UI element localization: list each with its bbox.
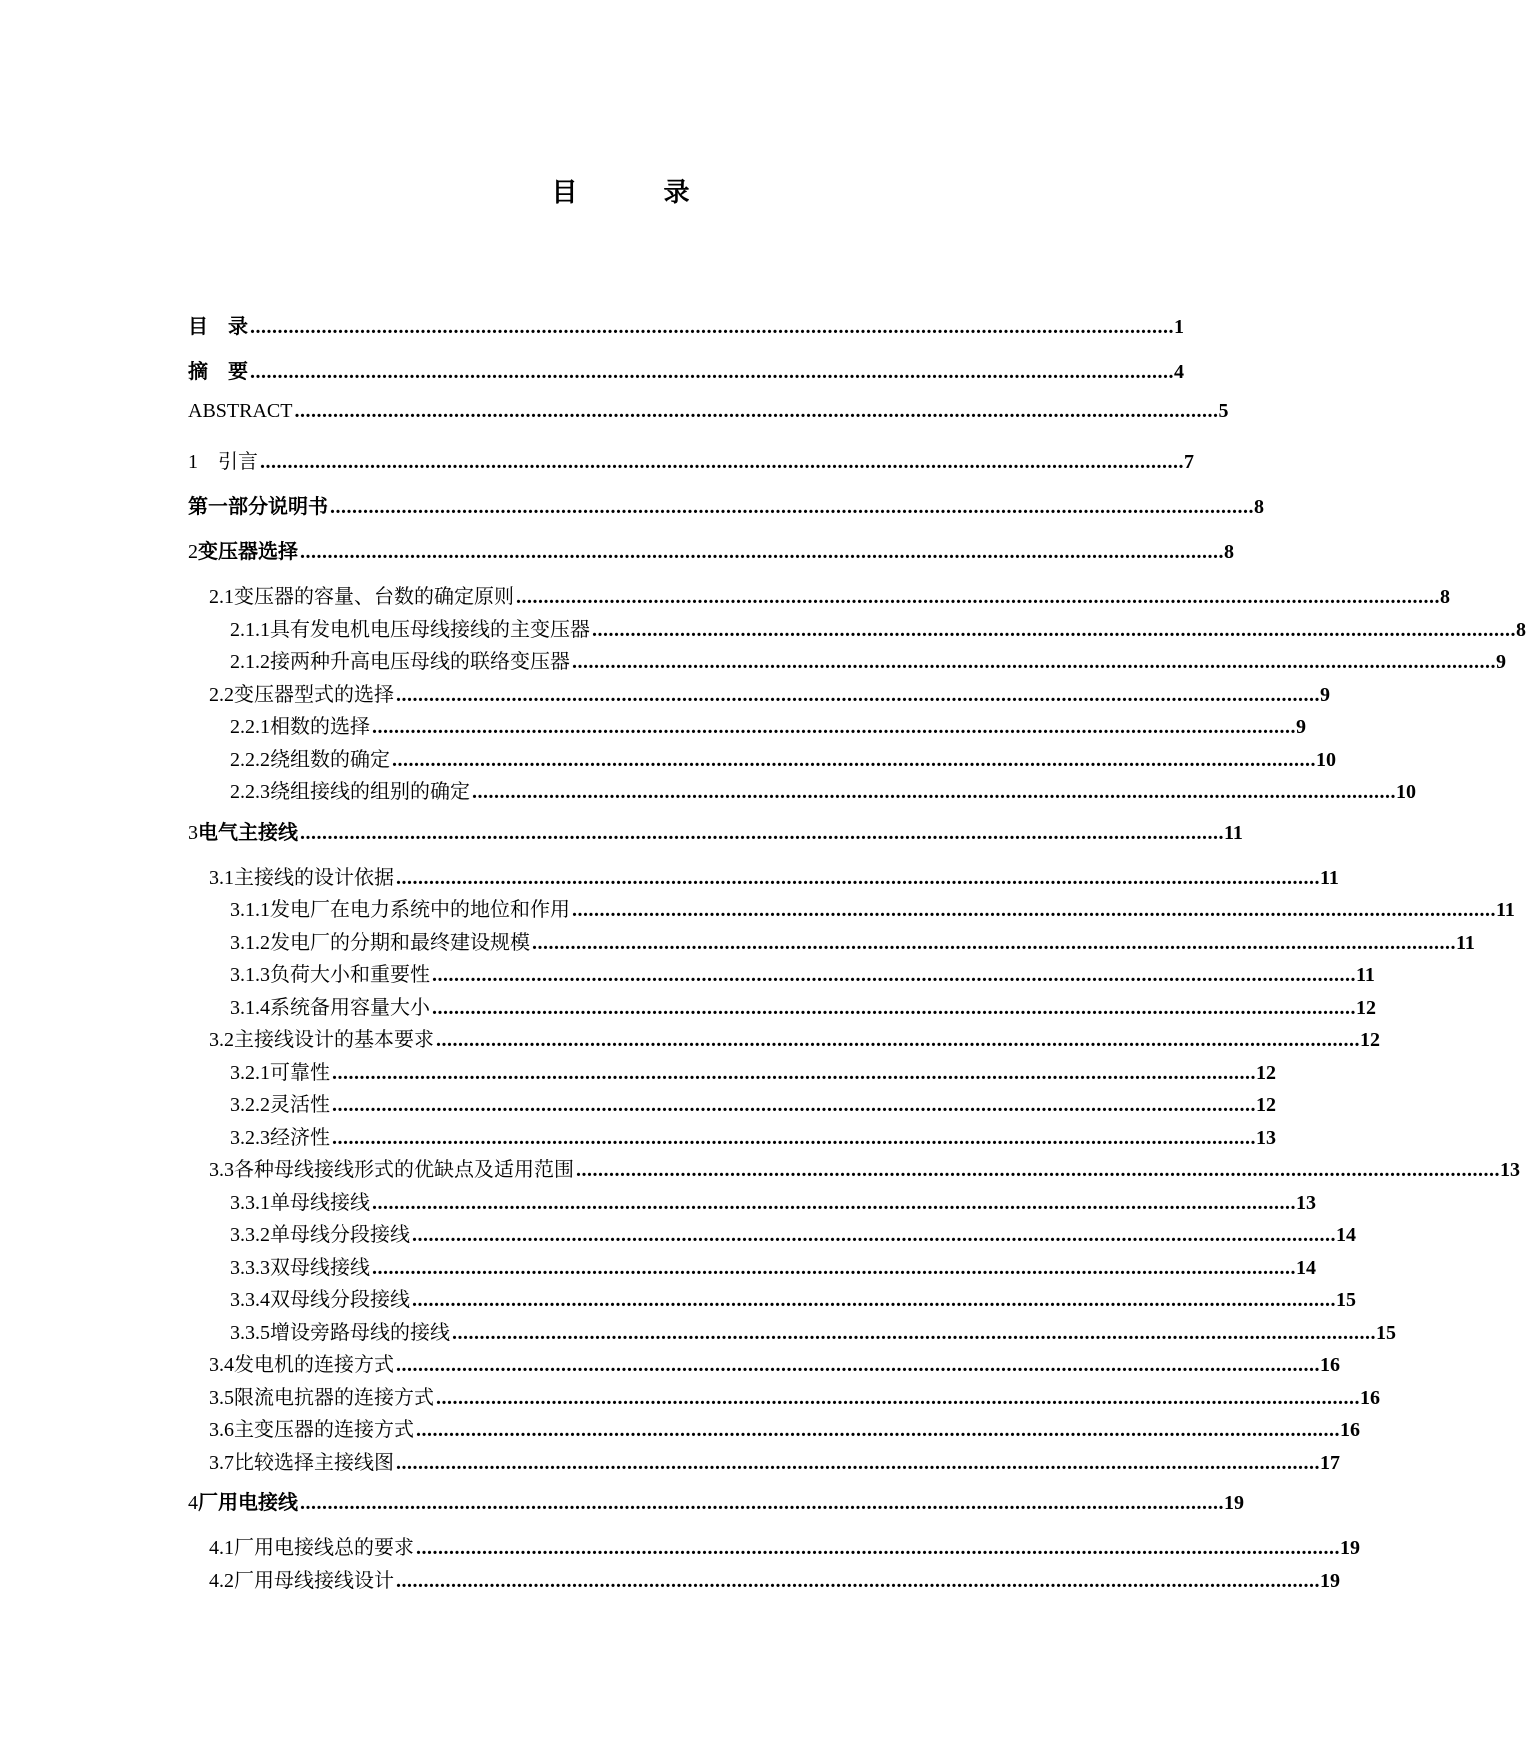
toc-entry-number: 3.5	[209, 1386, 234, 1409]
toc-page-number: 8	[1254, 496, 1264, 518]
toc-page-number: 13	[1296, 1191, 1316, 1214]
table-of-contents	[188, 310, 1526, 1596]
toc-entry-title: 发电机的连接方式	[234, 1352, 394, 1376]
toc-entry-number: 3.1	[209, 866, 234, 889]
toc-entry[interactable]	[188, 743, 1336, 776]
toc-page-number: 12	[1360, 1029, 1380, 1051]
toc-page-number: 7	[1184, 451, 1194, 473]
toc-page-number: 10	[1396, 781, 1416, 803]
toc-page-number: 9	[1296, 716, 1306, 738]
dot-leader: ........................................................................................................................................................................	[396, 866, 1320, 889]
toc-entry[interactable]	[188, 1218, 1356, 1251]
toc-entry-number: 3.2.1	[230, 1061, 270, 1084]
toc-page-number: 11	[1320, 866, 1339, 889]
dot-leader: ........................................................................................................................................................................	[396, 683, 1320, 706]
toc-entry[interactable]	[188, 926, 1475, 959]
toc-entry[interactable]	[188, 1446, 1340, 1479]
dot-leader: ........................................................................................................................................................................	[416, 1419, 1340, 1441]
toc-entry[interactable]	[188, 710, 1306, 743]
dot-leader: ........................................................................................................................................................................	[372, 716, 1296, 738]
toc-page-number: 8	[1440, 586, 1450, 608]
toc-entry-title: 摘 要	[188, 359, 248, 383]
toc-entry-number: 3.4	[209, 1354, 234, 1376]
toc-entry[interactable]	[188, 1381, 1380, 1414]
dot-leader: ........................................................................................................................................................................	[396, 1569, 1320, 1592]
toc-entry-title: 引言	[198, 449, 258, 473]
toc-entry-title: 绕组数的确定	[270, 746, 390, 771]
toc-entry-title: 主变压器的连接方式	[234, 1417, 414, 1441]
toc-page-number: 5	[1218, 400, 1229, 422]
toc-entry[interactable]	[188, 1088, 1276, 1121]
toc-entry-number: 3.2.3	[230, 1126, 270, 1149]
dot-leader: ........................................................................................................................................................................	[412, 1289, 1336, 1311]
toc-entry-number: 3.2	[209, 1029, 234, 1051]
dot-leader: ........................................................................................................................................................................	[592, 618, 1516, 641]
toc-entry[interactable]	[188, 580, 1450, 613]
toc-entry-number: 2.1.2	[230, 651, 270, 673]
dot-leader: ........................................................................................................................................................................	[332, 1126, 1256, 1149]
toc-page-number: 1	[1174, 316, 1184, 338]
toc-page-number: 12	[1356, 996, 1376, 1019]
toc-entry-title: 变压器的容量、台数的确定原则	[234, 584, 514, 608]
dot-leader: ........................................................................................................................................................................	[576, 1159, 1500, 1181]
toc-entry[interactable]	[188, 1348, 1340, 1381]
toc-entry-number: 3.7	[209, 1451, 234, 1474]
dot-leader: ........................................................................................................................................................................	[300, 541, 1224, 563]
dot-leader: ........................................................................................................................................................................	[392, 748, 1316, 771]
dot-leader: ........................................................................................................................................................................	[294, 400, 1219, 422]
dot-leader: ........................................................................................................................................................................	[416, 1537, 1340, 1559]
toc-entry-title: 单母线接线	[270, 1189, 370, 1214]
toc-entry[interactable]	[188, 1283, 1356, 1316]
toc-entry-title: 主接线的设计依据	[234, 864, 394, 889]
dot-leader: ........................................................................................................................................................................	[452, 1321, 1376, 1344]
dot-leader: ........................................................................................................................................................................	[532, 931, 1456, 954]
toc-entry-title: 限流电抗器的连接方式	[234, 1384, 434, 1409]
toc-page-number: 4	[1174, 361, 1184, 383]
toc-page-number: 11	[1496, 899, 1515, 921]
toc-entry[interactable]	[188, 613, 1526, 646]
dot-leader: ........................................................................................................................................................................	[372, 1191, 1296, 1214]
toc-page-number: 14	[1336, 1224, 1356, 1246]
dot-leader: ........................................................................................................................................................................	[516, 586, 1440, 608]
toc-entry-title: 厂用电接线	[198, 1490, 298, 1514]
toc-entry-number: 4	[188, 1492, 198, 1514]
toc-entry-title: 各种母线接线形式的优缺点及适用范围	[234, 1157, 574, 1181]
dot-leader: ........................................................................................................................................................................	[260, 451, 1184, 473]
toc-entry-title: 具有发电机电压母线接线的主变压器	[270, 616, 590, 641]
toc-entry-title: 厂用母线接线设计	[234, 1567, 394, 1592]
toc-page-number: 12	[1256, 1094, 1276, 1116]
toc-entry-number: 3.6	[209, 1419, 234, 1441]
toc-page-number: 17	[1320, 1451, 1340, 1474]
dot-leader: ........................................................................................................................................................................	[396, 1354, 1320, 1376]
toc-entry-title: 经济性	[270, 1124, 330, 1149]
toc-entry[interactable]	[188, 1486, 1244, 1531]
toc-entry[interactable]	[188, 490, 1264, 535]
toc-entry[interactable]	[188, 1413, 1360, 1446]
toc-page-number: 14	[1296, 1256, 1316, 1279]
dot-leader: ........................................................................................................................................................................	[300, 821, 1224, 844]
toc-entry-title: 目 录	[188, 314, 248, 338]
toc-page-number: 8	[1224, 541, 1234, 563]
toc-entry[interactable]	[188, 1153, 1520, 1186]
toc-entry-title: 绕组接线的组别的确定	[270, 779, 470, 803]
dot-leader: ........................................................................................................................................................................	[432, 964, 1356, 986]
dot-leader: ........................................................................................................................................................................	[572, 651, 1496, 673]
toc-entry[interactable]	[188, 355, 1184, 400]
dot-leader: ........................................................................................................................................................................	[472, 781, 1396, 803]
dot-leader: ........................................................................................................................................................................	[300, 1492, 1224, 1514]
toc-entry[interactable]	[188, 861, 1339, 894]
toc-page-number: 15	[1336, 1289, 1356, 1311]
toc-entry-title: 比较选择主接线图	[234, 1449, 394, 1474]
toc-entry-title: 系统备用容量大小	[270, 994, 430, 1019]
toc-entry-number: 2.2.1	[230, 716, 270, 738]
toc-entry-title: 双母线分段接线	[270, 1287, 410, 1311]
toc-entry-title: ABSTRACT	[188, 400, 293, 422]
toc-entry[interactable]	[188, 1316, 1396, 1349]
toc-entry[interactable]	[188, 535, 1234, 580]
toc-entry[interactable]	[188, 445, 1194, 490]
toc-entry-number: 2.1.1	[230, 618, 270, 641]
toc-page-number: 10	[1316, 748, 1336, 771]
toc-entry-title: 厂用电接线总的要求	[234, 1535, 414, 1559]
toc-entry[interactable]	[188, 310, 1184, 355]
dot-leader: ........................................................................................................................................................................	[412, 1224, 1336, 1246]
toc-entry-number: 2.2.2	[230, 748, 270, 771]
toc-entry-number: 3.1.1	[230, 899, 270, 921]
toc-page-number: 9	[1320, 683, 1330, 706]
toc-entry-number: 3.1.2	[230, 931, 270, 954]
dot-leader: ........................................................................................................................................................................	[572, 899, 1496, 921]
toc-entry-number: 2.1	[209, 586, 234, 608]
toc-page-number: 11	[1456, 931, 1475, 954]
toc-entry-number: 2.2.3	[230, 781, 270, 803]
toc-entry-number: 3	[188, 821, 198, 844]
toc-page-number: 19	[1320, 1569, 1340, 1592]
toc-entry-number: 3.3	[209, 1159, 234, 1181]
toc-entry-number: 3.2.2	[230, 1094, 270, 1116]
toc-entry-title: 变压器选择	[198, 539, 298, 563]
toc-entry[interactable]	[188, 1023, 1380, 1056]
toc-entry-title: 相数的选择	[270, 714, 370, 738]
dot-leader: ........................................................................................................................................................................	[332, 1061, 1256, 1084]
dot-leader: ........................................................................................................................................................................	[432, 996, 1356, 1019]
toc-entry[interactable]	[188, 1564, 1340, 1597]
toc-entry[interactable]	[188, 400, 1229, 445]
dot-leader: ........................................................................................................................................................................	[332, 1094, 1256, 1116]
toc-entry-number: 2	[188, 541, 198, 563]
page-title: 目 录	[551, 178, 720, 208]
toc-entry[interactable]	[188, 775, 1416, 808]
toc-page-number: 9	[1496, 651, 1506, 673]
toc-entry-title: 可靠性	[270, 1059, 330, 1084]
toc-page-number: 12	[1256, 1061, 1276, 1084]
toc-entry-number: 2.2	[209, 683, 234, 706]
dot-leader: ........................................................................................................................................................................	[436, 1386, 1360, 1409]
toc-entry-title: 双母线接线	[270, 1254, 370, 1279]
toc-entry-title: 负荷大小和重要性	[270, 962, 430, 986]
toc-entry[interactable]	[188, 893, 1515, 926]
toc-entry-title: 发电厂的分期和最终建设规模	[270, 929, 530, 954]
toc-entry[interactable]	[188, 645, 1506, 678]
toc-entry-number: 4.1	[209, 1537, 234, 1559]
toc-entry-number: 3.3.1	[230, 1191, 270, 1214]
toc-entry-number: 1	[188, 451, 198, 473]
dot-leader: ........................................................................................................................................................................	[250, 316, 1174, 338]
dot-leader: ........................................................................................................................................................................	[436, 1029, 1360, 1051]
toc-page-number: 15	[1376, 1321, 1396, 1344]
toc-page-number: 11	[1224, 821, 1243, 844]
toc-entry[interactable]	[188, 1121, 1276, 1154]
toc-entry-number: 3.3.2	[230, 1224, 270, 1246]
toc-page-number: 13	[1500, 1159, 1520, 1181]
toc-entry-title: 变压器型式的选择	[234, 681, 394, 706]
toc-page-number: 8	[1516, 618, 1526, 641]
toc-entry[interactable]	[188, 1251, 1316, 1284]
dot-leader: ........................................................................................................................................................................	[396, 1451, 1320, 1474]
toc-entry[interactable]	[188, 1186, 1316, 1219]
toc-entry-number: 3.3.3	[230, 1256, 270, 1279]
toc-page-number: 19	[1340, 1537, 1360, 1559]
toc-entry-number: 3.3.5	[230, 1321, 270, 1344]
toc-entry-number: 4.2	[209, 1569, 234, 1592]
dot-leader: ........................................................................................................................................................................	[250, 361, 1174, 383]
toc-page-number: 19	[1224, 1492, 1244, 1514]
dot-leader: ........................................................................................................................................................................	[330, 496, 1254, 518]
toc-page-number: 11	[1356, 964, 1375, 986]
toc-page-number: 16	[1360, 1386, 1380, 1409]
toc-entry-number: 3.3.4	[230, 1289, 270, 1311]
toc-entry[interactable]	[188, 991, 1376, 1024]
toc-entry-title: 单母线分段接线	[270, 1222, 410, 1246]
toc-entry[interactable]	[188, 1056, 1276, 1089]
toc-page-number: 13	[1256, 1126, 1276, 1149]
toc-entry-title: 第一部分说明书	[188, 494, 328, 518]
toc-entry-title: 增设旁路母线的接线	[270, 1319, 450, 1344]
toc-entry-title: 主接线设计的基本要求	[234, 1027, 434, 1051]
toc-entry-title: 电气主接线	[198, 819, 298, 844]
dot-leader: ........................................................................................................................................................................	[372, 1256, 1296, 1279]
toc-entry[interactable]	[188, 958, 1375, 991]
toc-entry[interactable]	[188, 1531, 1360, 1564]
toc-entry-title: 接两种升高电压母线的联络变压器	[270, 649, 570, 673]
toc-page-number: 16	[1340, 1419, 1360, 1441]
toc-entry[interactable]	[188, 816, 1243, 861]
toc-entry-title: 灵活性	[270, 1092, 330, 1116]
toc-entry-number: 3.1.3	[230, 964, 270, 986]
toc-entry[interactable]	[188, 678, 1330, 711]
toc-entry-number: 3.1.4	[230, 996, 270, 1019]
toc-entry-title: 发电厂在电力系统中的地位和作用	[270, 897, 570, 921]
toc-page-number: 16	[1320, 1354, 1340, 1376]
